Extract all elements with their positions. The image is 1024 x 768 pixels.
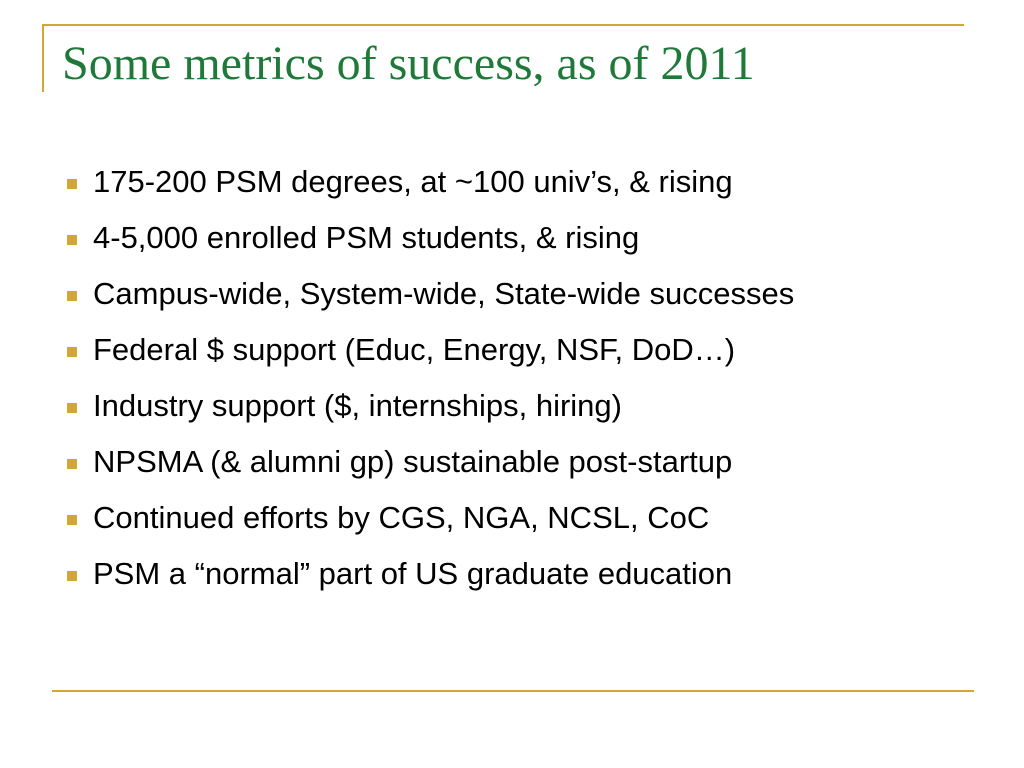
square-bullet-icon [67,571,77,581]
bullet-item [62,162,962,201]
frame-top-rule [42,24,964,26]
bullet-text: Federal $ support (Educ, Energy, NSF, DoD…) [93,332,736,367]
bullet-item [62,218,962,257]
bullet-text: 175-200 PSM degrees, at ~100 univ’s, & rising [93,164,733,199]
square-bullet-icon [67,235,77,245]
bullet-item [62,554,962,593]
bullet-text: 4-5,000 enrolled PSM students, & rising [93,220,640,255]
frame-left-rule [42,24,44,92]
bullet-item [62,386,962,425]
square-bullet-icon [67,403,77,413]
square-bullet-icon [67,291,77,301]
bullet-item [62,442,962,481]
bullet-text: Industry support ($, internships, hiring) [93,388,622,423]
bullet-text: Continued efforts by CGS, NGA, NCSL, CoC [93,500,710,535]
bullet-item [62,274,962,313]
bullet-text: Campus-wide, System-wide, State-wide successes [93,276,795,311]
footer-rule [52,690,974,692]
square-bullet-icon [67,179,77,189]
bullet-item [62,330,962,369]
bullet-item [62,498,962,537]
bullet-text: NPSMA (& alumni gp) sustainable post-startup [93,444,733,479]
square-bullet-icon [67,515,77,525]
bullet-list [62,162,962,610]
slide-title: Some metrics of success, as of 2011 [62,37,755,90]
square-bullet-icon [67,347,77,357]
square-bullet-icon [67,459,77,469]
bullet-text: PSM a “normal” part of US graduate education [93,556,733,591]
